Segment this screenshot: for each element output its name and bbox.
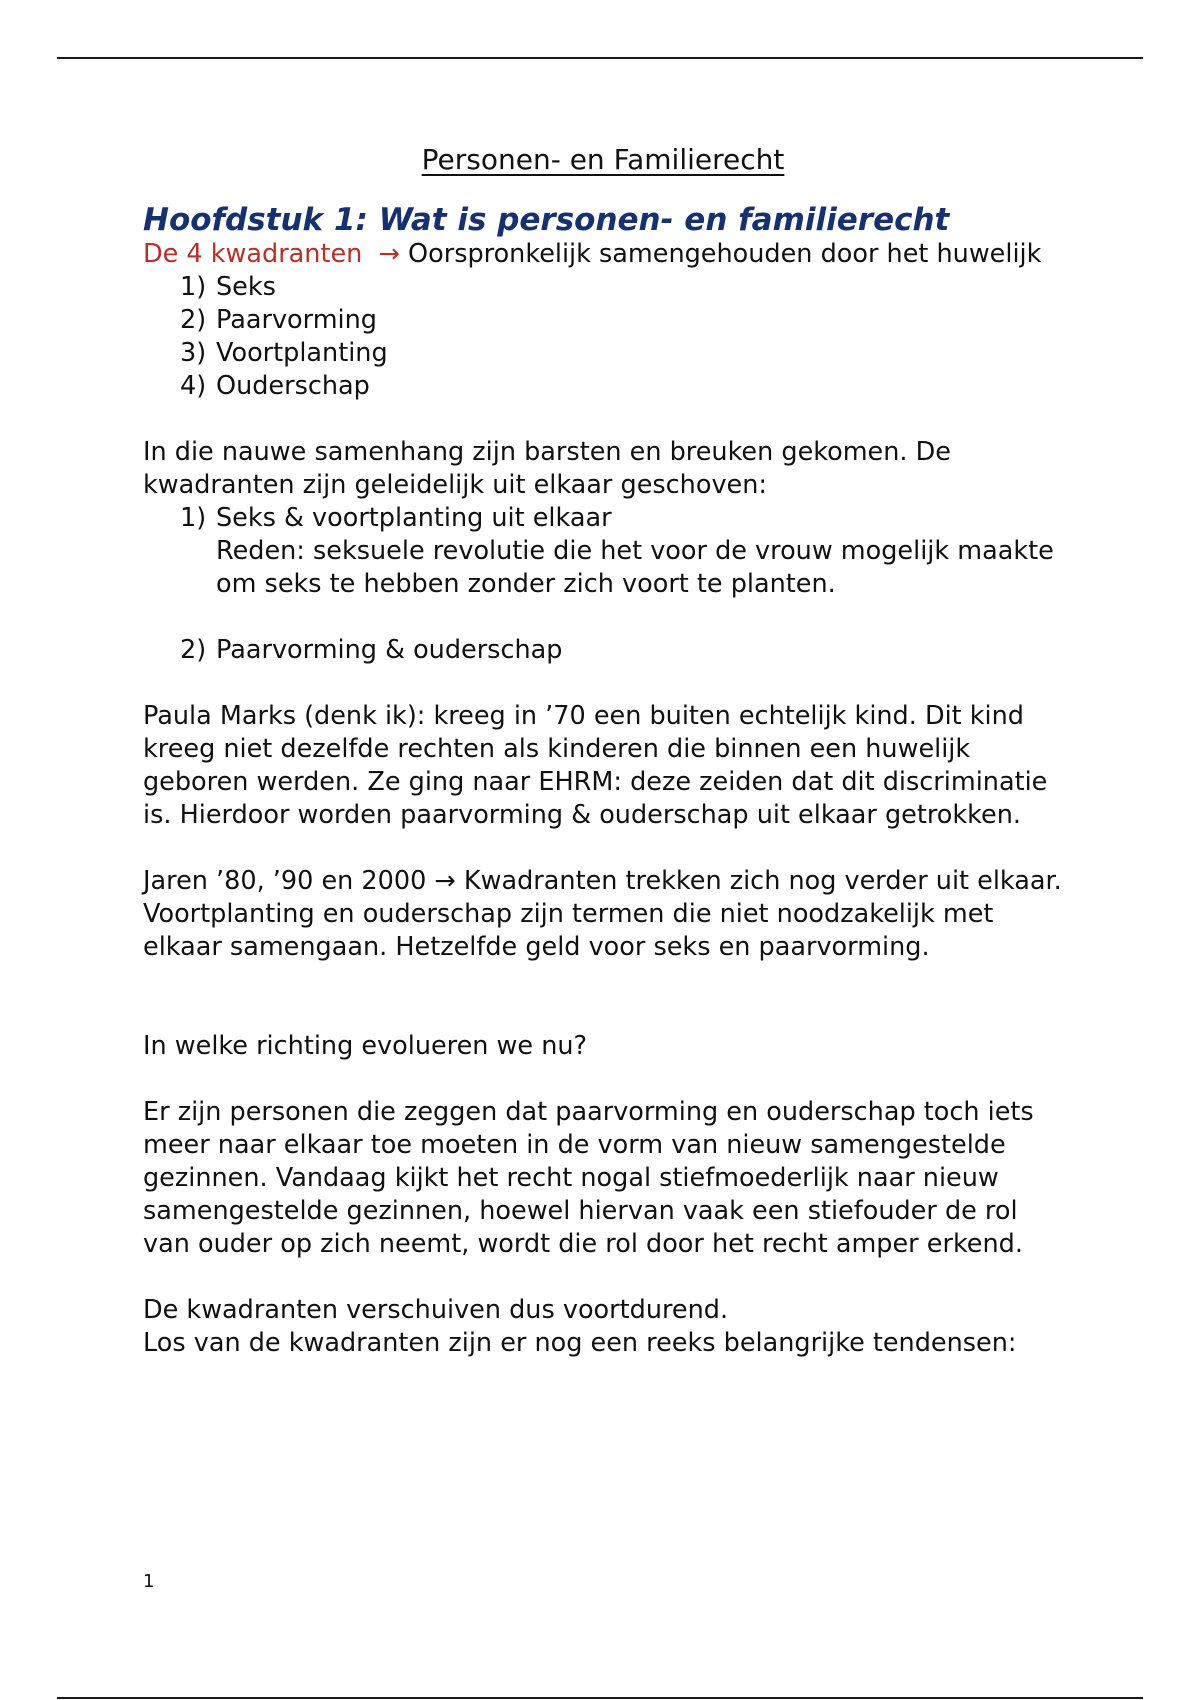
question: In welke richting evolueren we nu? xyxy=(143,1031,588,1061)
intro-text: Oorspronkelijk samengehouden door het huwelijk xyxy=(408,239,1042,269)
list-item: 4) Ouderschap xyxy=(180,371,370,401)
paragraph-marks: Paula Marks (denk ik): kreeg in ’70 een buiten echtelijk kind. Dit kind kreeg niet dezelfde rechten als kinderen die binnen een huwelijk geboren werden. Ze ging naar EHRM: deze zeiden dat dit discriminatie is. Hierdoor worden paarvorming & ouderschap uit elkaar getrokken. xyxy=(143,701,1048,830)
list-item: 1) Seks & voortplanting uit elkaar xyxy=(180,503,612,533)
list-item: 2) Paarvorming xyxy=(180,305,377,335)
paragraph-trends: Los van de kwadranten zijn er nog een reeks belangrijke tendensen: xyxy=(143,1328,1017,1358)
paragraph-families: Er zijn personen die zeggen dat paarvorming en ouderschap toch iets meer naar elkaar toe moeten in de vorm van nieuw samengestelde gezinnen. Vandaag kijkt het recht nogal stiefmoederlijk naar nieuw samengestelde gezinnen, hoewel hiervan vaak een stiefouder de rol van ouder op zich neemt, wordt die rol door het recht amper erkend. xyxy=(143,1097,1034,1259)
page-number: 1 xyxy=(143,1571,155,1592)
chapter-heading: Hoofdstuk 1: Wat is personen- en familierecht xyxy=(143,202,950,238)
list-item: 3) Voortplanting xyxy=(180,338,388,368)
quadrant-list xyxy=(143,271,1063,403)
separation-list xyxy=(143,502,1063,535)
paragraph-years: Jaren ’80, ’90 en 2000 → Kwadranten trekken zich nog verder uit elkaar. Voortplanting en ouderschap zijn termen die niet noodzakelijk met elkaar samengaan. Hetzelfde geld voor seks en paarvorming. xyxy=(143,866,1062,962)
intro-line xyxy=(143,238,1063,271)
list-item: 2) Paarvorming & ouderschap xyxy=(180,635,563,665)
separation-note: Reden: seksuele revolutie die het voor de vrouw mogelijk maakte om seks te hebben zonder zich voort te planten. xyxy=(216,536,1054,599)
paragraph-cracks: In die nauwe samenhang zijn barsten en breuken gekomen. De kwadranten zijn geleidelijk uit elkaar geschoven: xyxy=(143,437,951,500)
document-body xyxy=(143,140,1063,1360)
footer-rule xyxy=(57,1697,1143,1699)
header-rule xyxy=(57,57,1143,59)
separation-list-2 xyxy=(143,634,1063,667)
list-item: 1) Seks xyxy=(180,272,276,302)
document-title: Personen- en Familierecht xyxy=(421,143,785,176)
quadrants-label: De 4 kwadranten xyxy=(143,239,363,269)
arrow-icon: → xyxy=(378,239,400,269)
arrow-icon: → xyxy=(434,866,456,896)
paragraph-shift: De kwadranten verschuiven dus voortdurend. xyxy=(143,1295,729,1325)
